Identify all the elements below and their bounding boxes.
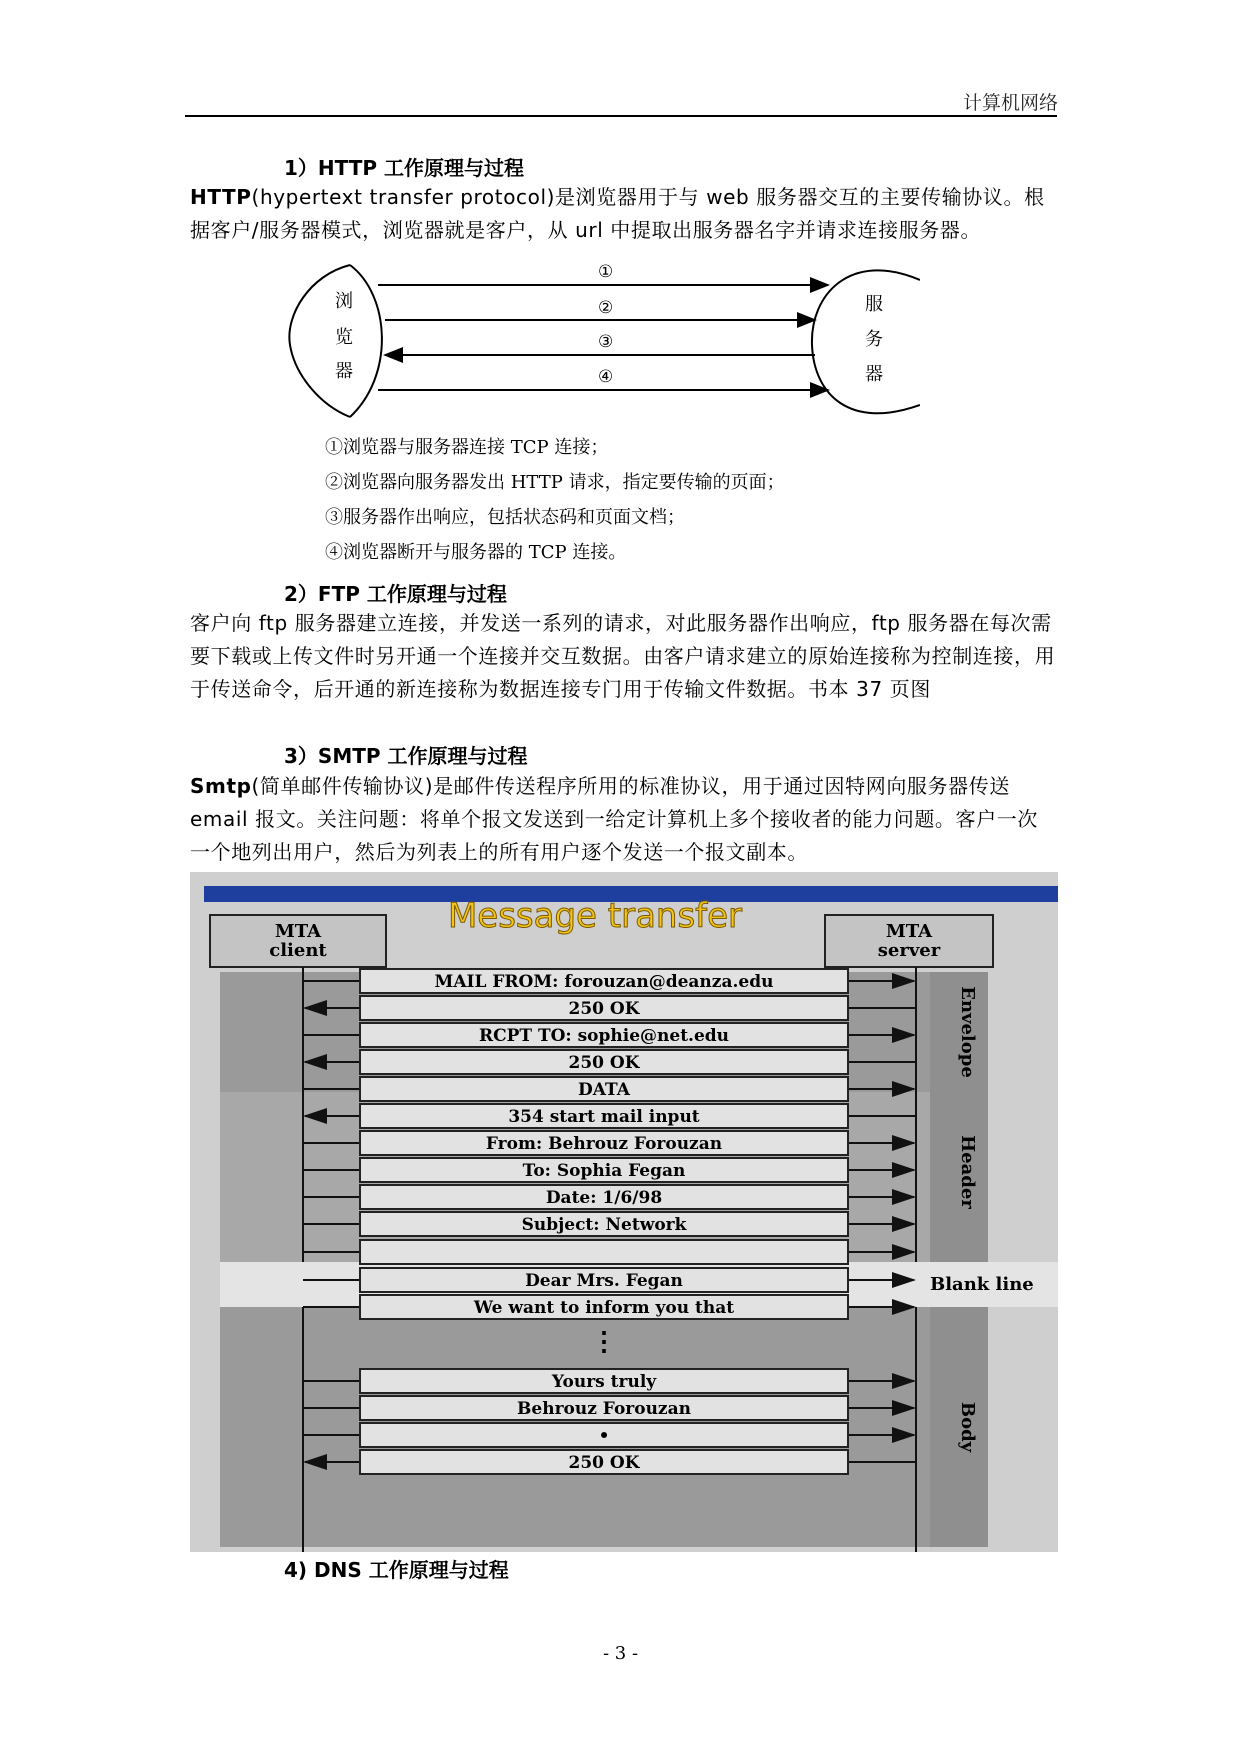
mta-client-label-1: MTA — [274, 921, 322, 942]
http-note: ②浏览器向服务器发出 HTTP 请求，指定要传输的页面； — [325, 472, 785, 493]
mta-server-label-2: server — [877, 940, 941, 961]
message-text: Date: 1/6/98 — [545, 1188, 663, 1208]
message-row — [303, 1158, 914, 1182]
section-title-smtp: 3）SMTP 工作原理与过程 — [284, 744, 528, 768]
browser-ellipse-right — [350, 265, 382, 417]
header-title: 计算机网络 — [962, 92, 1058, 114]
message-row — [303, 1077, 914, 1101]
message-text: From: Behrouz Forouzan — [485, 1134, 723, 1154]
message-text: 250 OK — [568, 1453, 640, 1473]
browser-char-2: 览 — [335, 327, 353, 348]
message-row — [303, 969, 914, 993]
arrow-label-2: ② — [598, 298, 614, 318]
arrow-label-1: ① — [598, 262, 614, 282]
message-row — [303, 1369, 914, 1393]
http-diagram — [280, 255, 920, 425]
message-text: Dear Mrs. Fegan — [525, 1271, 683, 1291]
http-note: ④浏览器断开与服务器的 TCP 连接。 — [325, 542, 627, 563]
figure-title: Message transfer — [447, 896, 743, 936]
message-row — [305, 1050, 916, 1074]
message-row — [303, 1131, 914, 1155]
message-rows — [303, 969, 916, 1474]
page-number: - 3 - — [602, 1643, 639, 1664]
message-text: DATA — [578, 1080, 630, 1100]
http-body: (hypertext transfer protocol)是浏览器用于与 web 服务器交互的主要传输协议。根据客户/服务器模式，浏览器就是客户，从 url 中提取出服务器名字并请求连接服务器。 — [190, 185, 1045, 242]
message-text: 250 OK — [568, 1053, 640, 1073]
browser-char-3: 器 — [335, 361, 353, 382]
message-text: MAIL FROM: forouzan@deanza.edu — [434, 972, 774, 992]
server-char-1: 服 — [865, 294, 883, 315]
http-note: ③服务器作出响应，包括状态码和页面文档； — [325, 507, 685, 528]
message-text: 250 OK — [568, 999, 640, 1019]
mta-server-label-1: MTA — [885, 921, 933, 942]
side-label-envelope: Envelope — [957, 986, 978, 1078]
section-title-ftp: 2）FTP 工作原理与过程 — [284, 582, 507, 606]
side-label-header: Header — [957, 1135, 978, 1209]
message-row — [303, 1185, 914, 1209]
smtp-message-transfer-figure — [190, 872, 1058, 1552]
message-row — [305, 1104, 916, 1128]
section-title-http: 1）HTTP 工作原理与过程 — [284, 156, 525, 180]
message-row — [303, 1212, 914, 1236]
header-rule — [185, 115, 1057, 117]
http-paragraph — [190, 181, 1056, 247]
message-row — [303, 1240, 914, 1264]
message-text: Behrouz Forouzan — [517, 1399, 691, 1419]
arrow-label-4: ④ — [598, 367, 614, 387]
message-text: ⋮ — [591, 1327, 617, 1357]
message-text: 354 start mail input — [508, 1107, 700, 1127]
message-row — [303, 1423, 914, 1447]
message-text: RCPT TO: sophie@net.edu — [478, 1026, 730, 1046]
smtp-lead: Smtp — [190, 774, 252, 798]
message-row — [303, 1268, 914, 1292]
side-label-body: Body — [957, 1401, 978, 1453]
message-row — [305, 996, 916, 1020]
arrow-label-3: ③ — [598, 332, 614, 352]
message-row — [303, 1396, 914, 1420]
side-label-blank-line: Blank line — [930, 1274, 1034, 1295]
server-char-3: 器 — [865, 364, 883, 385]
server-char-2: 务 — [865, 329, 883, 350]
http-note: ①浏览器与服务器连接 TCP 连接； — [325, 437, 609, 458]
smtp-body: (简单邮件传输协议)是邮件传送程序所用的标准协议，用于通过因特网向服务器传送 email 报文。关注问题：将单个报文发送到一给定计算机上多个接收者的能力问题。客户一次一个地列出用户，然后为列表上的所有用户逐个发送一个报文副本。 — [190, 774, 1038, 864]
message-text: Yours truly — [551, 1372, 657, 1392]
http-lead: HTTP — [190, 185, 252, 209]
browser-char-1: 浏 — [335, 291, 353, 312]
message-row — [305, 1450, 916, 1474]
message-box — [360, 1240, 848, 1264]
message-text: To: Sophia Fegan — [522, 1161, 686, 1181]
http-notes — [325, 430, 785, 570]
message-row — [303, 1023, 914, 1047]
message-row — [591, 1327, 617, 1357]
message-row — [303, 1295, 914, 1319]
message-text: • — [598, 1426, 610, 1446]
section-title-dns: 4) DNS 工作原理与过程 — [284, 1558, 509, 1582]
message-text: We want to inform you that — [473, 1298, 735, 1318]
message-text: Subject: Network — [521, 1215, 687, 1235]
mta-client-label-2: client — [269, 940, 327, 961]
ftp-paragraph: 客户向 ftp 服务器建立连接，并发送一系列的请求，对此服务器作出响应，ftp 服务器在每次需要下载或上传文件时另开通一个连接并交互数据。由客户请求建立的原始连接称为控制连接，用于传送命令，后开通的新连接称为数据连接专门用于传输文件数据。书本 37 页图 — [190, 611, 1056, 701]
smtp-paragraph — [190, 770, 1056, 869]
